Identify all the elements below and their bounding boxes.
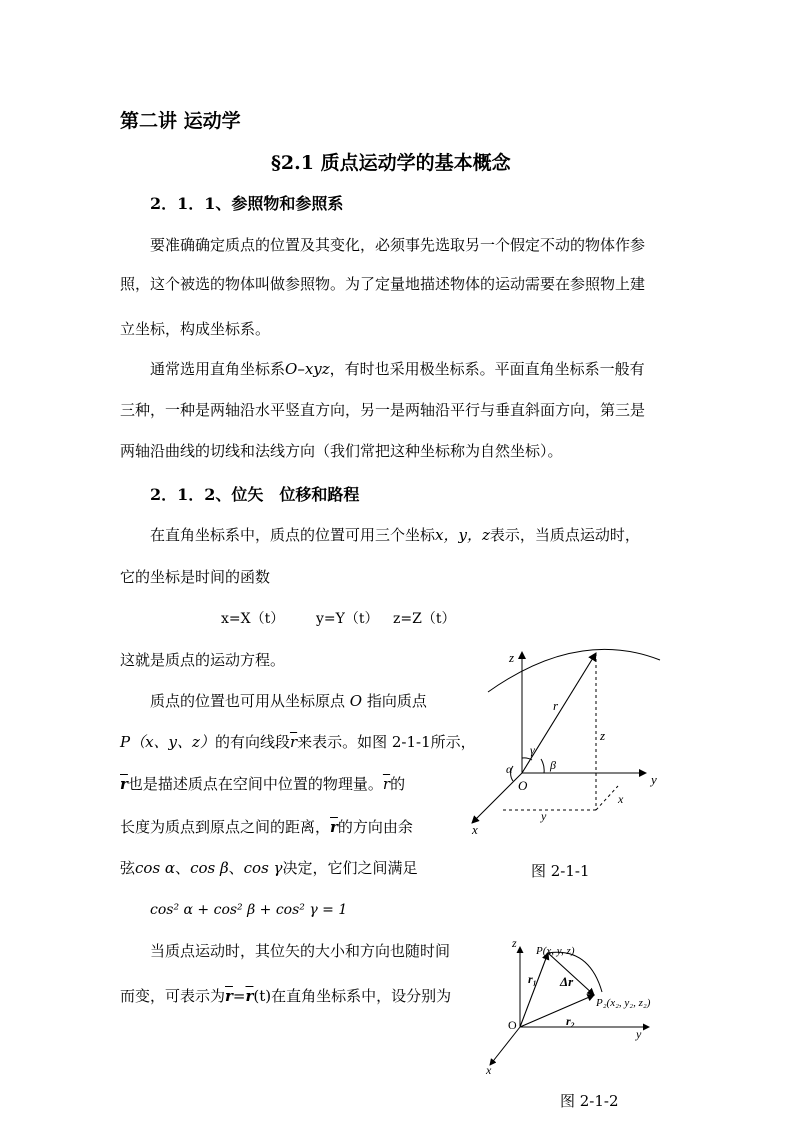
paragraph-line: 弦cos α、cos β、cos γ决定，它们之间满足 <box>120 859 418 877</box>
label-delta-r: Δr <box>560 974 574 989</box>
label-origin: O <box>508 1018 517 1032</box>
label-y: y <box>651 772 657 787</box>
label-origin: O <box>518 778 528 793</box>
figure-2-1-2 <box>484 937 680 1077</box>
paragraph-line: 在直角坐标系中，质点的位置可用三个坐标x，y，z表示，当质点运动时， <box>150 526 640 544</box>
paragraph-line: 这就是质点的运动方程。 <box>120 651 286 669</box>
label-p1: P(x, y, z) <box>536 945 575 957</box>
label-x: x <box>472 822 478 837</box>
trajectory-arc <box>548 952 602 992</box>
section-title: §2.1 质点运动学的基本概念 <box>271 152 511 174</box>
figure-caption: 图 2-1-2 <box>560 1092 619 1110</box>
label-r: r <box>553 698 559 713</box>
label-p2: P₂(x₂, y₂, z₂) <box>596 997 651 1009</box>
label-r1: r₁ <box>528 972 537 986</box>
equation-y: y=Y（t） <box>316 611 379 627</box>
paragraph-line: 长度为质点到原点之间的距离，$\overline{r}$的方向由余 <box>120 818 413 836</box>
label-y: y <box>636 1027 642 1041</box>
paragraph-line: 而变，可表示为$\overline{r}=\overline{r}(t)$在直角坐标系中，设分别为 <box>120 987 452 1005</box>
label-z: z <box>512 937 517 950</box>
subsection-title-1: 2．1．1、参照物和参照系 <box>150 194 344 213</box>
paragraph-line: 三种，一种是两轴沿水平竖直方向，另一是两轴沿平行与垂直斜面方向，第三是 <box>120 401 646 419</box>
x-axis <box>472 773 522 823</box>
paragraph-line: 质点的位置也可用从坐标原点 O 指向质点 <box>150 692 427 710</box>
cosine-identity: cos² α + cos² β + cos² γ = 1 <box>150 902 348 918</box>
paragraph-line: $\overline{r}$也是描述质点在空间中位置的物理量。$\overline{r}$的 <box>120 775 406 793</box>
label-r2: r₂ <box>566 1014 575 1028</box>
r1-vector <box>520 953 548 1027</box>
label-alpha: α <box>506 762 513 776</box>
subsection-title-2: 2．1．2、位矢 位移和路程 <box>150 485 360 504</box>
equation-x: x=X（t） <box>221 611 285 627</box>
label-z: z <box>509 650 515 665</box>
label-x-seg: x <box>618 792 624 806</box>
label-x: x <box>486 1063 492 1077</box>
r2-vector <box>520 995 594 1027</box>
beta-arc <box>541 759 544 773</box>
label-beta: β <box>550 758 556 772</box>
paragraph-line: 立坐标，构成坐标系。 <box>120 320 271 338</box>
paragraph-line: P（x、y、z）的有向线段$\overline{r}$来表示。如图 2-1-1所示， <box>120 733 476 751</box>
paragraph-line: 当质点运动时，其位矢的大小和方向也随时间 <box>150 942 451 960</box>
figure-caption: 图 2-1-1 <box>531 862 590 880</box>
x-axis <box>490 1027 520 1065</box>
label-y-seg: y <box>541 809 547 823</box>
paragraph-line: 通常选用直角坐标系O–xyz，有时也采用极坐标系。平面直角坐标系一般有 <box>150 360 645 378</box>
paragraph-line: 照，这个被选的物体叫做参照物。为了定量地描述物体的运动需要在参照物上建 <box>120 275 646 293</box>
paragraph-line: 要准确确定质点的位置及其变化，必须事先选取另一个假定不动的物体作参 <box>150 236 646 254</box>
label-z-seg: z <box>600 728 606 743</box>
figure-2-1-1 <box>468 640 674 840</box>
label-gamma: γ <box>530 743 535 757</box>
gamma-arc <box>522 758 532 760</box>
paragraph-line: 两轴沿曲线的切线和法线方向（我们常把这种坐标称为自然坐标）。 <box>120 442 563 460</box>
lecture-title: 第二讲 运动学 <box>120 110 241 132</box>
projection-line <box>596 786 618 810</box>
equation-z: z=Z（t） <box>393 611 456 627</box>
paragraph-line: 它的坐标是时间的函数 <box>120 568 271 586</box>
